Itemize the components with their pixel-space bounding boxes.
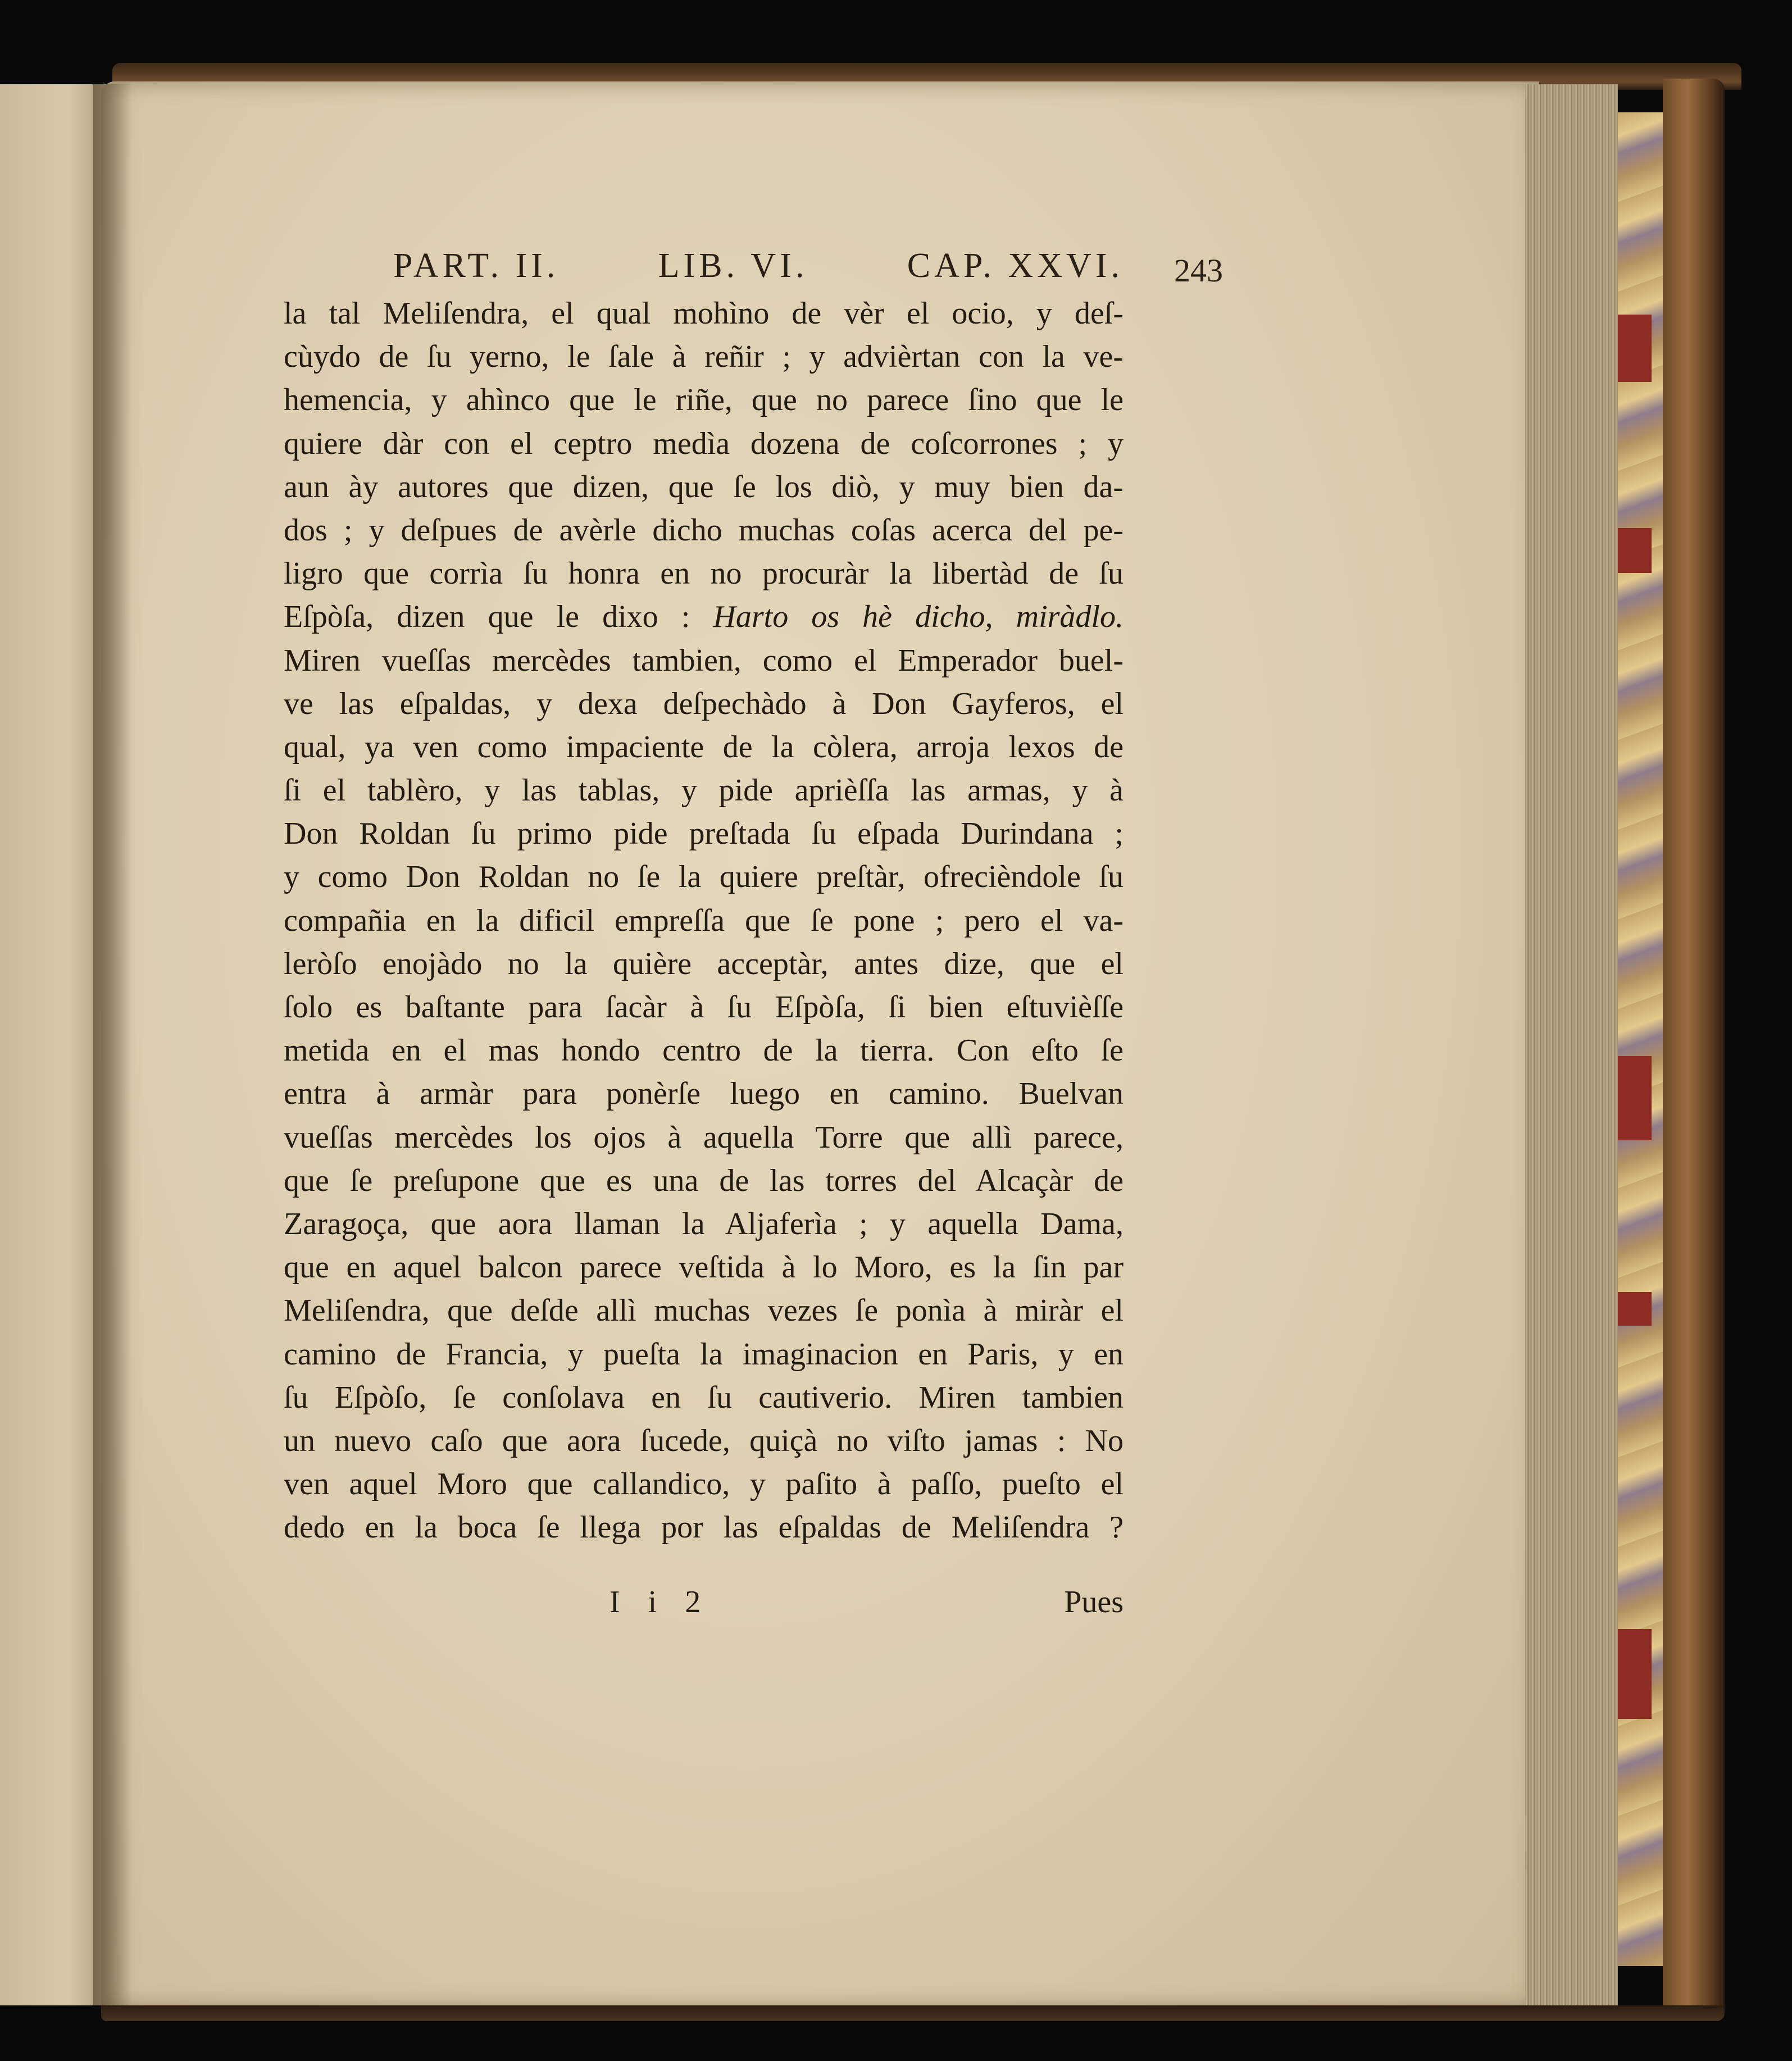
text-line: ligro que corrìa ſu honra en no procuràr la libertàd de ſu: [284, 556, 1124, 592]
text-line: [284, 595, 1124, 639]
text-line: Zaragoça, que aora llaman la Aljaferìa ; y aquella Dama,: [284, 1206, 1124, 1241]
marbled-red-band: [1618, 1629, 1652, 1719]
italic-quote: Harto os hè dicho, miràdlo.: [713, 599, 1124, 635]
body-text: [284, 292, 1124, 1549]
text-line: hemencia, y ahìnco que le riñe, que no parece ſino que le: [284, 383, 1124, 418]
text-line: un nuevo caſo que aora ſucede, quiçà no viſto jamas : No: [284, 1423, 1124, 1458]
running-head: [393, 246, 1124, 286]
page-number: 243: [1174, 252, 1223, 289]
signature-mark: I i 2: [610, 1585, 711, 1619]
marbled-red-band: [1618, 1056, 1652, 1140]
binding-bottom-edge: [101, 2005, 1725, 2021]
fore-edge-pages: [1525, 84, 1618, 2005]
text-line: camino de Francia, y pueſta la imaginacion en Paris, y en: [284, 1336, 1124, 1372]
running-head-cap: CAP. XXVI.: [907, 247, 1124, 285]
catchword: Pues: [1064, 1585, 1124, 1619]
text-line: quiere dàr con el ceptro medìa dozena de coſcorrones ; y: [284, 426, 1124, 461]
text-line: que ſe preſupone que es una de las torres del Alcaçàr de: [284, 1163, 1124, 1198]
text-line: Meliſendra, que deſde allì muchas vezes ſe ponìa à miràr el: [284, 1293, 1124, 1328]
text-line: vueſſas mercèdes los ojos à aquella Torre que allì parece,: [284, 1120, 1124, 1155]
running-head-lib: LIB. VI.: [658, 247, 808, 285]
marbled-red-band: [1618, 528, 1652, 573]
gutter-shadow: [93, 84, 132, 2005]
text-line: ve las eſpaldas, y dexa deſpechàdo à Don Gayferos, el: [284, 686, 1124, 721]
text-line: qual, ya ven como impaciente de la còlera, arroja lexos de: [284, 729, 1124, 765]
leather-cover-edge: [1663, 79, 1725, 2011]
text-line: y como Don Roldan no ſe la quiere preſtàr, ofrecièndole ſu: [284, 859, 1124, 895]
text-line: ven aquel Moro que callandico, y paſito à paſſo, pueſto el: [284, 1467, 1124, 1502]
text-line: compañia en la dificil empreſſa que ſe pone ; pero el va-: [284, 903, 1124, 938]
text-line: que en aquel balcon parece veſtida à lo Moro, es la ſin par: [284, 1250, 1124, 1285]
text-line: entra à armàr para ponèrſe luego en camino. Buelvan: [284, 1076, 1124, 1112]
text-line: metida en el mas hondo centro de la tierra. Con eſto ſe: [284, 1033, 1124, 1068]
text-line: ſi el tablèro, y las tablas, y pide aprièſſa las armas, y à: [284, 773, 1124, 808]
text-line-roman: Eſpòſa, dizen que le dixo :: [284, 599, 690, 635]
text-line: leròſo enojàdo no la quière acceptàr, antes dize, que el: [284, 946, 1124, 981]
marbled-red-band: [1618, 315, 1652, 382]
text-line: Miren vueſſas mercèdes tambien, como el Emperador buel-: [284, 643, 1124, 678]
text-line: la tal Meliſendra, el qual mohìno de vèr el ocio, y deſ-: [284, 296, 1124, 331]
page-footer: [284, 1584, 1124, 1629]
text-line: cùydo de ſu yerno, le ſale à reñir ; y advièrtan con la ve-: [284, 339, 1124, 375]
running-head-part: PART. II.: [393, 247, 560, 285]
text-line: dedo en la boca ſe llega por las eſpaldas de Meliſendra ?: [284, 1510, 1124, 1545]
text-line: aun ày autores que dizen, que ſe los diò, y muy bien da-: [284, 469, 1124, 504]
text-line: dos ; y deſpues de avèrle dicho muchas coſas acerca del pe-: [284, 512, 1124, 548]
text-line: Don Roldan ſu primo pide preſtada ſu eſpada Durindana ;: [284, 816, 1124, 852]
text-line: ſolo es baſtante para ſacàr à ſu Eſpòſa, ſi bien eſtuvièſſe: [284, 990, 1124, 1025]
marbled-red-band: [1618, 1292, 1652, 1326]
text-line: ſu Eſpòſo, ſe conſolava en ſu cautiverio. Miren tambien: [284, 1380, 1124, 1415]
